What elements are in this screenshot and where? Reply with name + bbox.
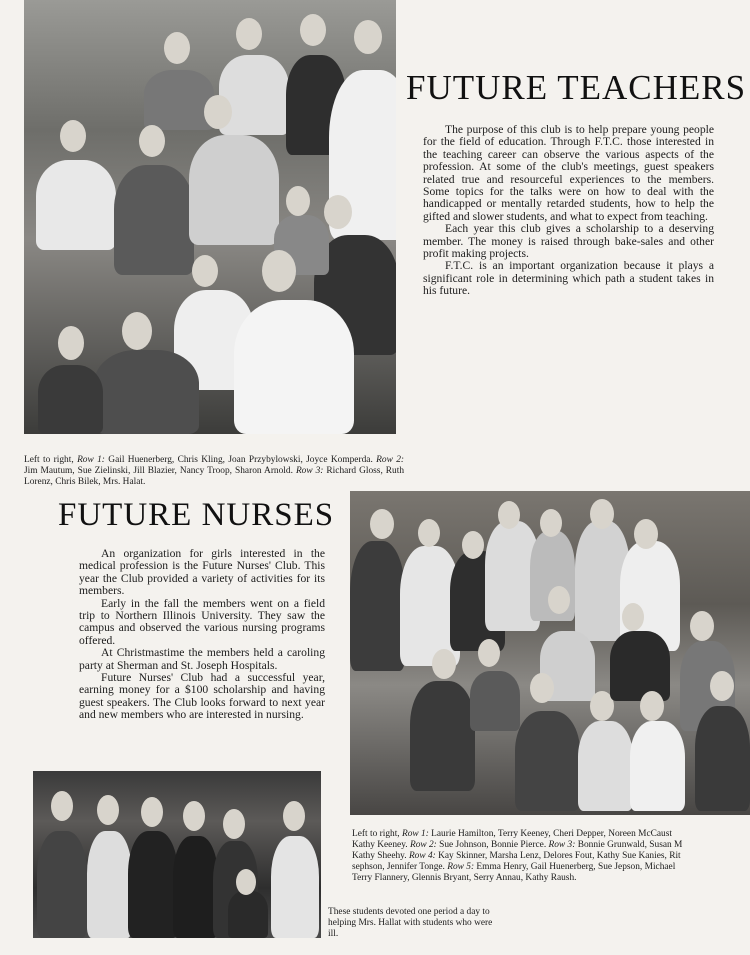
future-teachers-caption: Left to right, Row 1: Gail Huenerberg, Chris Kling, Joan Przybylowski, Joyce Komperda. Row 2: Jim Mautum, Sue Zielinski, Jill Blazier, Nancy Troop, Sharon Arnold. Row 3: Richard Gloss, Ruth Lorenz, Chris Bilek, Mrs. Halat. xyxy=(24,455,405,487)
future-teachers-body xyxy=(423,124,714,298)
future-teachers-title: FUTURE TEACHERS xyxy=(406,68,747,107)
future-nurses-caption: Left to right, Row 1: Laurie Hamilton, Terry Keeney, Cheri Depper, Noreen McCaust Kathy Keeney. Row 2: Sue Johnson, Bonnie Pierce. Row 3: Bonnie Grunwald, Susan M Kathy Sheehy. Row 4: Kay Skinner, Marsha Lenz, Delores Fout, Kathy Sue Kanies, Rit sephson, Jennifer Tonge. Row 5: Emma Henry, Gail Huenerberg, Sue Jepson, Michael Terry Flannery, Glennis Bryant, Serry Annau, Kathy Raush. xyxy=(352,829,683,883)
future-nurses-body xyxy=(79,548,325,722)
nurses-helping-caption: These students devoted one period a day to helping Mrs. Hallat with students who were ill. xyxy=(328,907,493,939)
nurses-helping-photo xyxy=(33,771,321,938)
future-nurses-title: FUTURE NURSES xyxy=(58,497,335,533)
nurses-paragraph-1: An organization for girls interested in the medical profession is the Future Nurses' Club. This year the Club provided a variety of activities for its members. xyxy=(79,547,325,598)
teachers-paragraph-3: F.T.C. is an important organization because it plays a significant role in determining which path a student takes in his future. xyxy=(423,259,714,298)
teachers-paragraph-2: Each year this club gives a scholarship to a deserving member. The money is raised through bake-sales and other profit making projects. xyxy=(423,222,714,261)
future-nurses-group-photo xyxy=(350,491,750,815)
teachers-paragraph-1: The purpose of this club is to help prepare young people for the field of education. Through F.T.C. those interested in the teaching career can observe the various aspects of the profession. At some of the club's meetings, guest speakers related true and resourceful experiences to the members. Some topics for the talks were on how to deal with the handicapped or mentally retarded students, how to help the gifted and slower students, and what to expect from teaching. xyxy=(423,123,714,223)
nurses-paragraph-2: Early in the fall the members went on a field trip to Northern Illinois University. They saw the campus and observed the various nursing programs offered. xyxy=(79,596,325,647)
nurses-paragraph-3: At Christmastime the members held a caroling party at Sherman and St. Joseph Hospitals. xyxy=(79,646,325,672)
nurses-paragraph-4: Future Nurses' Club had a successful year, earning money for a $100 scholarship and having guest speakers. The Club looks forward to next year and new members who are interested in nursing. xyxy=(79,671,325,722)
future-teachers-group-photo xyxy=(24,0,396,434)
